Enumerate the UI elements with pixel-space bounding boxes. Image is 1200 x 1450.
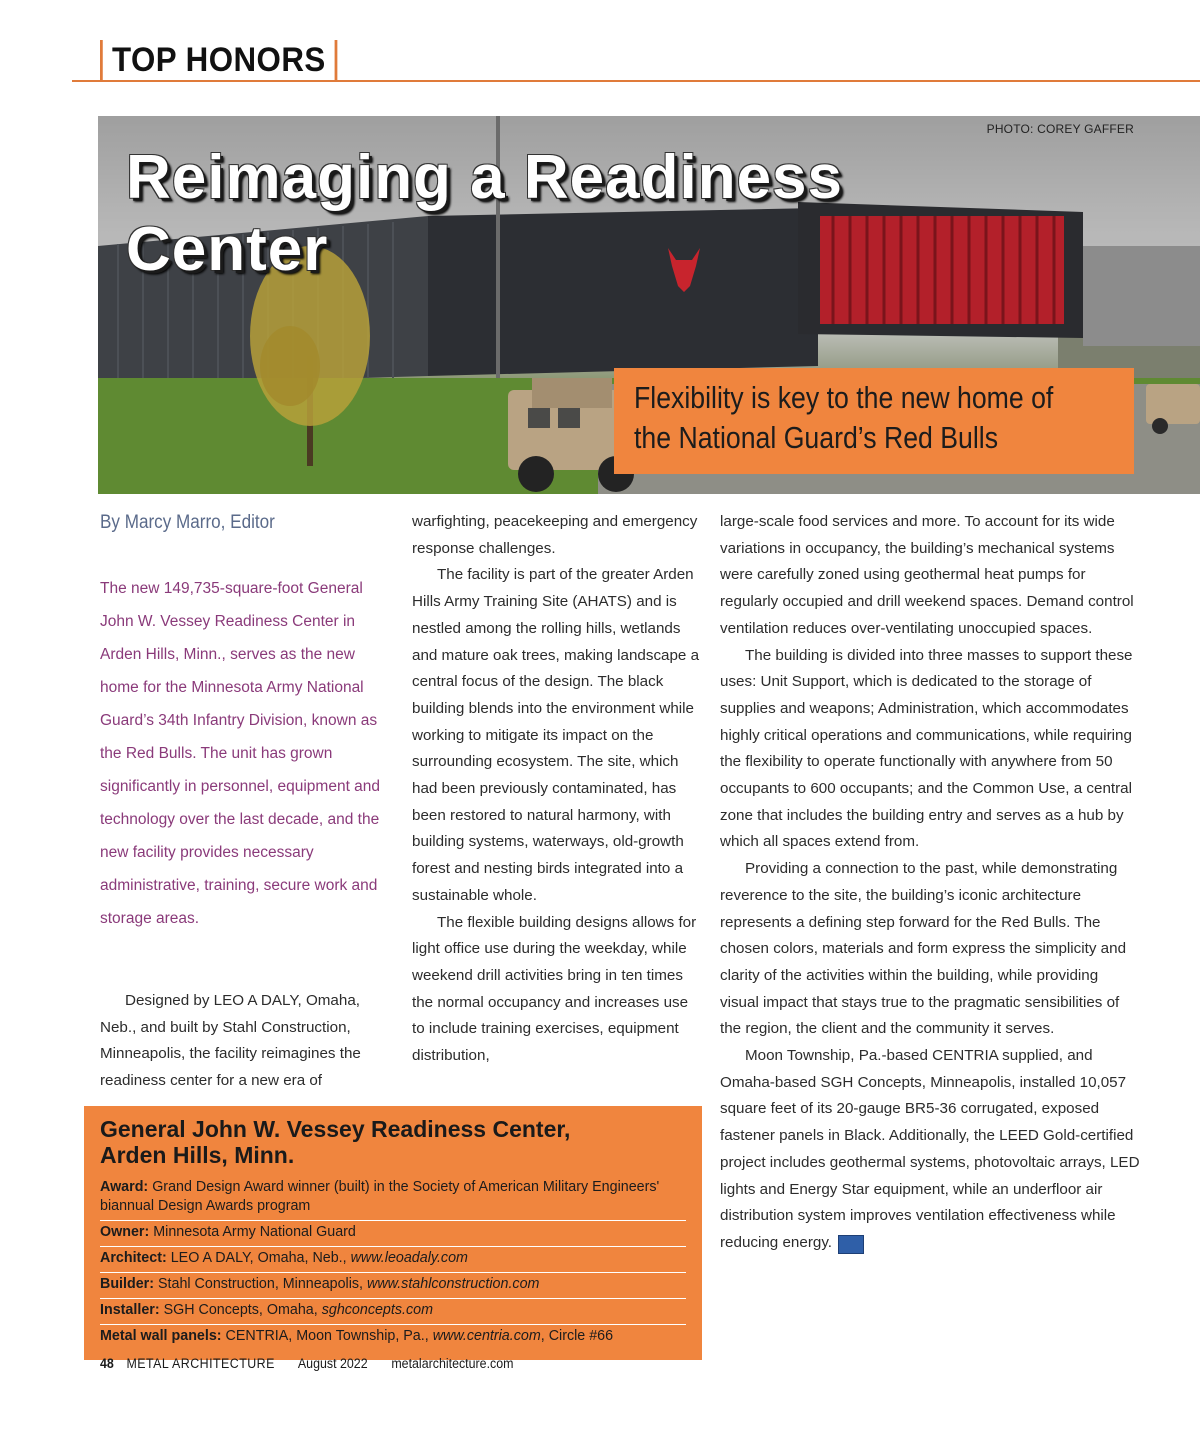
byline: By Marcy Marro, Editor [100, 512, 275, 533]
factbox-architect-row [100, 1247, 686, 1273]
col3-paragraph-4 [720, 1043, 1140, 1257]
owner-value: Minnesota Army National Guard [153, 1224, 356, 1240]
column-1-body [100, 988, 392, 1095]
architect-url-link[interactable]: www.leoadaly.com [350, 1250, 468, 1266]
deck-line-1: Flexibility is key to the new home of [634, 380, 1054, 415]
col3-paragraph-1: large-scale food services and more. To account for its wide variations in occupancy, the building’s mechanical systems were carefully zoned using geothermal heat pumps for regularly occupied and drill weekend spaces. Demand control ventilation reduces over-ventilating unoccupied spaces. [720, 513, 1134, 637]
section-title: TOP HONORS [100, 40, 338, 80]
project-fact-box [84, 1106, 702, 1360]
builder-label: Builder: [100, 1276, 155, 1292]
panels-value: CENTRIA, Moon Township, Pa., [225, 1328, 429, 1344]
builder-url-link[interactable]: www.stahlconstruction.com [367, 1276, 540, 1292]
photo-credit: PHOTO: COREY GAFFER [986, 122, 1134, 136]
section-header [72, 36, 1200, 82]
factbox-installer-row [100, 1299, 686, 1325]
owner-label: Owner: [100, 1224, 150, 1240]
col3-paragraph-4-text: Moon Township, Pa.-based CENTRIA supplied, and Omaha-based SGH Concepts, Minneapolis, installed 10,057 square feet of its 20-gauge BR5-36 corrugated, exposed fastener panels in Black. Additionally, the LEED Gold-certified project includes geothermal systems, photovoltaic arrays, LED lights and Energy Star equipment, while an underfloor air distribution system improves ventilation effectiveness while reducing energy. [720, 1047, 1140, 1251]
page-footer [100, 1356, 514, 1371]
architect-value: LEO A DALY, Omaha, Neb., [170, 1250, 347, 1266]
issue-date: August 2022 [297, 1356, 368, 1371]
installer-label: Installer: [100, 1302, 160, 1318]
headline-line-1: Reimaging a Readiness [126, 143, 844, 212]
factbox-owner-row [100, 1221, 686, 1247]
magazine-name: METAL ARCHITECTURE [126, 1356, 275, 1371]
panels-url-link[interactable]: www.centria.com [432, 1328, 541, 1344]
headline-line-2: Center [126, 215, 329, 284]
col2-paragraph-3: The flexible building designs allows for light office use during the weekday, while weekend drill activities bring in ten times the normal occupancy and increases use to include training exercises, equipment distribution, [412, 913, 697, 1065]
end-of-article-logo-icon: Ma [838, 1235, 864, 1254]
article-headline [126, 142, 1026, 286]
col1-paragraph-1: Designed by LEO A DALY, Omaha, Neb., and built by Stahl Construction, Minneapolis, the facility reimagines the readiness center for a new era of [100, 992, 361, 1090]
col2-paragraph-1: warfighting, peacekeeping and emergency response challenges. [412, 513, 698, 557]
factbox-title [100, 1116, 686, 1168]
factbox-title-line-2: Arden Hills, Minn. [100, 1142, 295, 1168]
col3-paragraph-2: The building is divided into three masses to support these uses: Unit Support, which is dedicated to the storage of supplies and weapons; Administration, which accommodates highly critical operations and communications, while requiring the flexibility to operate functionally with anywhere from 50 occupants to 600 occupants; and the Common Use, a central zone that includes the building entry and serves as a hub by which all spaces extend from. [720, 646, 1133, 851]
architect-label: Architect: [100, 1250, 167, 1266]
builder-value: Stahl Construction, Minneapolis, [158, 1276, 364, 1292]
factbox-panels-row [100, 1325, 686, 1350]
award-value: Grand Design Award winner (built) in the Society of American Military Engineers' biannual Design Awards program [100, 1179, 660, 1214]
col3-paragraph-3: Providing a connection to the past, while demonstrating reverence to the site, the building’s iconic architecture represents a defining step forward for the Red Bulls. The chosen colors, materials and form express the simplicity and clarity of the activities within the building, while providing visual impact that stays true to the pragmatic sensibilities of the region, the client and the community it serves. [720, 860, 1127, 1038]
factbox-builder-row [100, 1273, 686, 1299]
col2-paragraph-2: The facility is part of the greater Arden Hills Army Training Site (AHATS) and is nestled among the rolling hills, wetlands and mature oak trees, making landscape a central focus of the design. The black building blends into the environment while working to mitigate its impact on the surrounding ecosystem. The site, which had been previously contaminated, has been restored to natural harmony, with building systems, waterways, old-growth forest and nesting birds integrated into a sustainable whole. [412, 566, 700, 904]
installer-url-link[interactable]: sghconcepts.com [321, 1302, 433, 1318]
column-3-body [720, 509, 1140, 1257]
page-number: 48 [100, 1356, 114, 1371]
lede-paragraph: The new 149,735-square-foot General John W. Vessey Readiness Center in Arden Hills, Minn., serves as the new home for the Minnesota Army National Guard’s 34th Infantry Division, known as the Red Bulls. The unit has grown significantly in personnel, equipment and technology over the last decade, and the new facility provides necessary administrative, training, secure work and storage areas. [100, 580, 381, 927]
deck-line-2: the National Guard’s Red Bulls [634, 420, 999, 455]
factbox-award-row [100, 1176, 686, 1221]
hero-photo [98, 116, 1200, 494]
installer-value: SGH Concepts, Omaha, [163, 1302, 318, 1318]
article-deck [614, 368, 1134, 474]
column-2-body [412, 509, 704, 1070]
factbox-title-line-1: General John W. Vessey Readiness Center, [100, 1116, 571, 1142]
award-label: Award: [100, 1179, 149, 1195]
panels-suffix: , Circle #66 [540, 1328, 614, 1344]
website-link[interactable]: metalarchitecture.com [391, 1356, 514, 1371]
panels-label: Metal wall panels: [100, 1328, 222, 1344]
